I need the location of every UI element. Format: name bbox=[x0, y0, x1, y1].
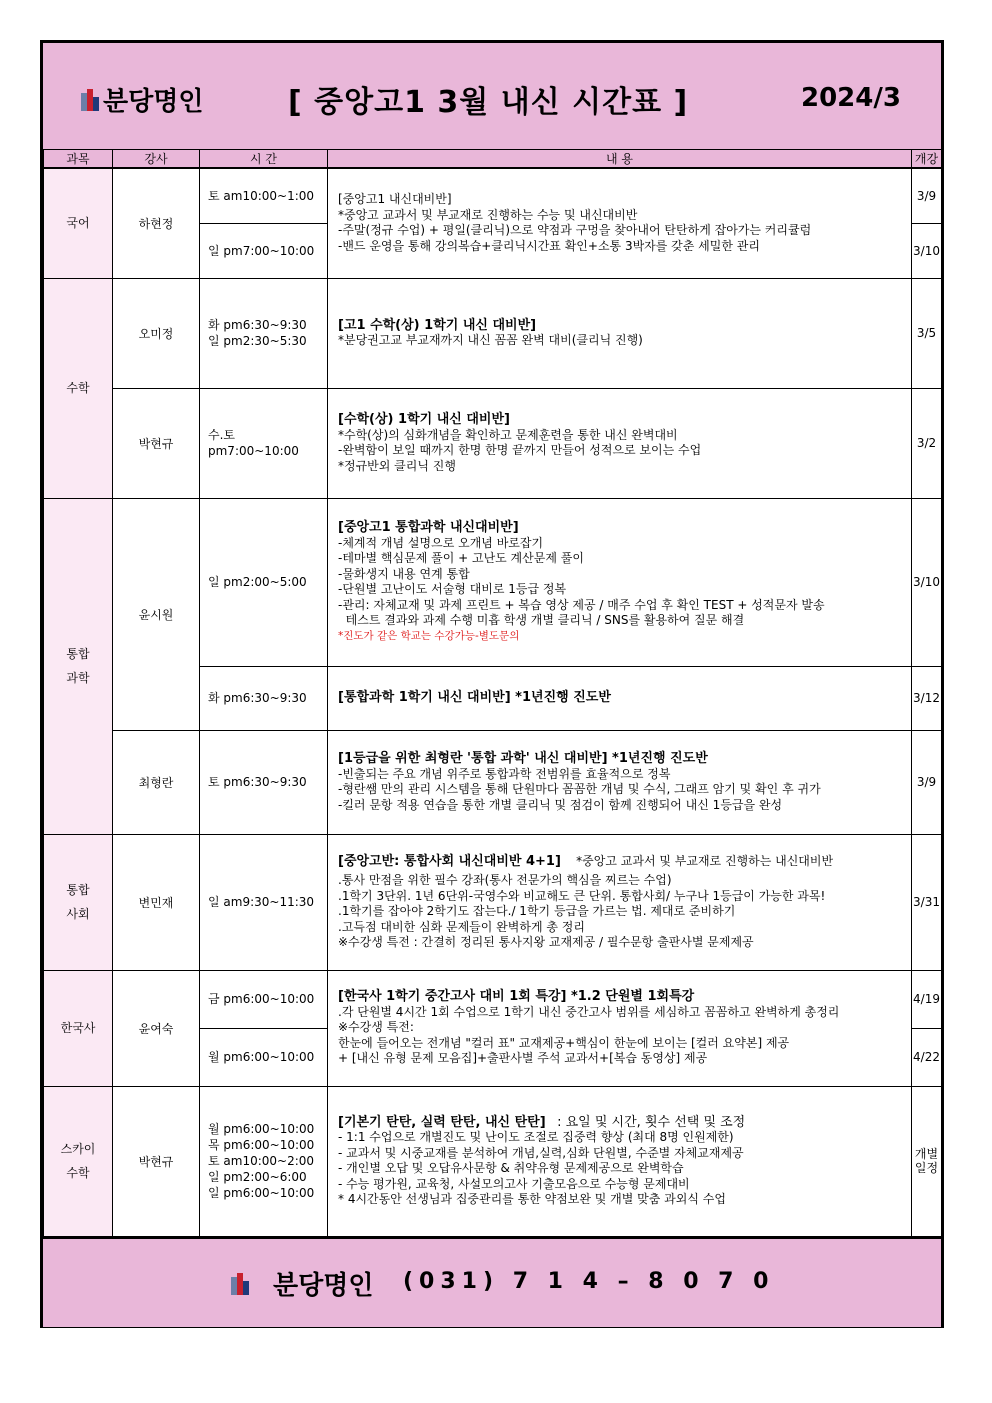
class-time: 일 pm2:00~5:00 bbox=[200, 498, 328, 666]
open-date bbox=[912, 1086, 942, 1236]
content-title: [기본기 탄탄, 실력 탄탄, 내신 탄탄] bbox=[338, 1114, 546, 1130]
subject-social bbox=[44, 834, 113, 970]
subject-line: 통합 bbox=[66, 647, 90, 661]
content-line: - 1:1 수업으로 개별진도 및 난이도 조절로 집중력 향상 (최대 8명 인원제한) bbox=[338, 1130, 734, 1144]
teacher-name: 박현규 bbox=[113, 388, 200, 498]
time-line: 일 pm2:30~5:30 bbox=[208, 334, 307, 348]
class-time: 화 pm6:30~9:30 bbox=[200, 666, 328, 730]
subject-sky-math bbox=[44, 1086, 113, 1236]
class-content bbox=[328, 730, 912, 834]
subject-korean: 국어 bbox=[44, 168, 113, 278]
content-title: [중앙고1 내신대비반] bbox=[338, 192, 452, 207]
time-line: 수.토 bbox=[208, 428, 235, 442]
content-line: .고득점 대비한 심화 문제들이 완벽하게 총 정리 bbox=[338, 919, 585, 934]
content-title: [통합과학 1학기 내신 대비반] *1년진행 진도반 bbox=[338, 690, 611, 706]
teacher-name: 하현정 bbox=[113, 168, 200, 278]
teacher-name: 윤시원 bbox=[113, 498, 200, 730]
content-line: - 교과서 및 시중교재를 분석하여 개념,실력,심화 단원별, 수준별 자체교재제공 bbox=[338, 1145, 744, 1160]
content-line: -완벽함이 보일 때까지 한명 한명 끝까지 만들어 성적으로 보이는 수업 bbox=[338, 443, 702, 457]
open-date: 3/9 bbox=[912, 168, 942, 223]
subject-line: 스카이 bbox=[60, 1142, 96, 1156]
time-line: 토 am10:00~2:00 bbox=[208, 1154, 315, 1168]
class-content bbox=[328, 666, 912, 730]
content-line: - 수능 평가원, 교육청, 사설모의고사 기출모음으로 수능형 문제대비 bbox=[338, 1176, 690, 1191]
class-time: 일 pm7:00~10:00 bbox=[200, 223, 328, 278]
page-date: 2024/3 bbox=[801, 83, 901, 113]
content-title-note: : 요일 및 시간, 횟수 선택 및 조정 bbox=[557, 1114, 746, 1130]
time-line: 목 pm6:00~10:00 bbox=[208, 1138, 315, 1152]
content-line: *중앙고 교과서 및 부교재로 진행하는 수능 및 내신대비반 bbox=[338, 207, 638, 222]
time-line: 월 pm6:00~10:00 bbox=[208, 1122, 315, 1136]
class-content bbox=[328, 168, 912, 278]
open-date: 4/22 bbox=[912, 1028, 942, 1086]
content-line: -체계적 개념 설명으로 오개념 바로잡기 bbox=[338, 535, 544, 550]
footer-phone: (031) 7 1 4 – 8 0 7 0 bbox=[403, 1269, 775, 1294]
content-line: 한눈에 들어오는 전개념 "컬러 표" 교재제공+핵심이 한눈에 보이는 [컬러 요약본] 제공 bbox=[338, 1035, 790, 1050]
class-time: 일 am9:30~11:30 bbox=[200, 834, 328, 970]
content-title: [중앙고반: 통합사회 내신대비반 4+1] bbox=[338, 853, 561, 869]
class-time: 금 pm6:00~10:00 bbox=[200, 970, 328, 1028]
footer-brand: 분당명인 bbox=[273, 1271, 374, 1301]
content-line: -킬러 문항 적용 연습을 통한 개별 클리닉 및 점검이 함께 진행되어 내신 1등급을 완성 bbox=[338, 797, 783, 812]
class-content bbox=[328, 1086, 912, 1236]
teacher-name: 박현규 bbox=[113, 1086, 200, 1236]
time-line: 일 pm2:00~6:00 bbox=[208, 1170, 307, 1184]
class-content bbox=[328, 970, 912, 1086]
content-line: -테마별 핵심문제 풀이 + 고난도 계산문제 풀이 bbox=[338, 551, 584, 565]
col-time: 시 간 bbox=[200, 150, 328, 169]
content-title-note: *중앙고 교과서 및 부교재로 진행하는 내신대비반 bbox=[576, 853, 834, 868]
open-date: 3/12 bbox=[912, 666, 942, 730]
class-time bbox=[200, 388, 328, 498]
header bbox=[43, 43, 941, 151]
class-content bbox=[328, 278, 912, 388]
content-title-row bbox=[338, 1115, 911, 1131]
time-line: 일 pm6:00~10:00 bbox=[208, 1186, 315, 1200]
open-date: 3/10 bbox=[912, 498, 942, 666]
subject-line: 수학 bbox=[66, 1166, 90, 1180]
content-line: .1학기 3단위. 1년 6단위-국영수와 비교해도 큰 단위. 통합사회/ 누구나 1등급이 가능한 과목! bbox=[338, 888, 826, 903]
time-line: 화 pm6:30~9:30 bbox=[208, 318, 307, 332]
content-line: * 4시간동안 선생님과 집중관리를 통한 약점보완 및 개별 맞춤 과외식 수업 bbox=[338, 1192, 726, 1206]
logo-icon bbox=[231, 1273, 249, 1295]
class-content bbox=[328, 388, 912, 498]
brand-name: 분당명인 bbox=[103, 87, 204, 117]
time-line: pm7:00~10:00 bbox=[208, 444, 299, 458]
subject-science bbox=[44, 498, 113, 834]
content-line: + [내신 유형 문제 모음집]+출판사별 주석 교과서+[복습 동영상] 제공 bbox=[338, 1051, 708, 1066]
content-line: .1학기를 잡아야 2학기도 잡는다./ 1학기 등급을 가르는 법. 제대로 준비하기 bbox=[338, 904, 736, 918]
class-content bbox=[328, 498, 912, 666]
teacher-name: 최형란 bbox=[113, 730, 200, 834]
class-time bbox=[200, 278, 328, 388]
logo-icon bbox=[81, 89, 99, 111]
content-line: *정규반외 클리닉 진행 bbox=[338, 458, 456, 473]
content-line: -주말(정규 수업) + 평일(클리닉)으로 약점과 구멍을 찾아내어 탄탄하게 잡아가는 커리큘럼 bbox=[338, 223, 812, 238]
content-line: -밴드 운영을 통해 강의복습+클리닉시간표 확인+소통 3박자를 갖춘 세밀한 관리 bbox=[338, 238, 760, 253]
teacher-name: 오미정 bbox=[113, 278, 200, 388]
content-line: -단원별 고난이도 서술형 대비로 1등급 정복 bbox=[338, 582, 567, 596]
content-line: ※수강생 특전 : 간결히 정리된 통사지왕 교재제공 / 필수문항 출판사별 문제제공 bbox=[338, 935, 754, 949]
content-title: [중앙고1 통합과학 내신대비반] bbox=[338, 520, 519, 535]
open-date: 3/31 bbox=[912, 834, 942, 970]
class-time: 월 pm6:00~10:00 bbox=[200, 1028, 328, 1086]
content-line: 테스트 결과와 과제 수행 미흡 학생 개별 클리닉 / SNS를 활용하여 질문 해결 bbox=[338, 613, 745, 627]
content-title: [수학(상) 1학기 내신 대비반] bbox=[338, 412, 510, 427]
content-line: -관리: 자체교재 및 과제 프린트 + 복습 영상 제공 / 매주 수업 후 확인 TEST + 성적문자 발송 bbox=[338, 597, 825, 612]
col-open: 개강 bbox=[912, 150, 942, 169]
subject-math: 수학 bbox=[44, 278, 113, 498]
page-frame bbox=[40, 40, 944, 1328]
content-note: *진도가 같은 학교는 수강가능-별도문의 bbox=[338, 629, 520, 642]
content-line: *분당권고교 부교재까지 내신 꼼꼼 완벽 대비(클리닉 진행) bbox=[338, 333, 643, 347]
content-title-row bbox=[338, 854, 911, 870]
open-line: 개별 bbox=[914, 1147, 939, 1161]
subject-line: 과학 bbox=[66, 671, 90, 685]
open-date: 4/19 bbox=[912, 970, 942, 1028]
open-date: 3/10 bbox=[912, 223, 942, 278]
content-line: .통사 만점을 위한 필수 강좌(통사 전문가의 핵심을 찌르는 수업) bbox=[338, 873, 672, 887]
open-date: 3/5 bbox=[912, 278, 942, 388]
content-line: .각 단원별 4시간 1회 수업으로 1학기 내신 중간고사 범위를 세심하고 꼼꼼하고 완벽하게 총정리 bbox=[338, 1004, 840, 1019]
content-line: -형란쌤 만의 관리 시스템을 통해 단원마다 꼼꼼한 개념 및 수식, 그래프 암기 및 확인 후 귀가 bbox=[338, 782, 821, 796]
open-date: 3/2 bbox=[912, 388, 942, 498]
class-time: 토 pm6:30~9:30 bbox=[200, 730, 328, 834]
content-title: [1등급을 위한 최형란 '통합 과학' 내신 대비반] *1년진행 진도반 bbox=[338, 751, 708, 766]
class-time: 토 am10:00~1:00 bbox=[200, 168, 328, 223]
open-date: 3/9 bbox=[912, 730, 942, 834]
content-line: -빈출되는 주요 개념 위주로 통합과학 전범위를 효율적으로 정복 bbox=[338, 766, 671, 781]
content-title: [고1 수학(상) 1학기 내신 대비반] bbox=[338, 317, 537, 333]
content-line: -물화생지 내용 연계 통합 bbox=[338, 566, 470, 581]
footer bbox=[43, 1237, 941, 1327]
col-content: 내 용 bbox=[328, 150, 912, 169]
content-line: ※수강생 특전: bbox=[338, 1020, 414, 1035]
col-teacher: 강사 bbox=[113, 150, 200, 169]
timetable bbox=[43, 149, 942, 1237]
class-content bbox=[328, 834, 912, 970]
col-subject: 과목 bbox=[44, 150, 113, 169]
open-line: 일정 bbox=[914, 1161, 939, 1175]
subject-history: 한국사 bbox=[44, 970, 113, 1086]
class-time bbox=[200, 1086, 328, 1236]
content-title: [한국사 1학기 중간고사 대비 1회 특강] *1.2 단원별 1회특강 bbox=[338, 989, 695, 1005]
subject-line: 통합 bbox=[66, 883, 90, 897]
content-line: - 개인별 오답 및 오답유사문항 & 취약유형 문제제공으로 완벽학습 bbox=[338, 1161, 684, 1175]
content-line: *수학(상)의 심화개념을 확인하고 문제훈련을 통한 내신 완벽대비 bbox=[338, 427, 678, 442]
teacher-name: 윤여숙 bbox=[113, 970, 200, 1086]
page-title: [ 중앙고1 3월 내신 시간표 ] bbox=[288, 85, 689, 120]
teacher-name: 변민재 bbox=[113, 834, 200, 970]
subject-line: 사회 bbox=[66, 907, 90, 921]
